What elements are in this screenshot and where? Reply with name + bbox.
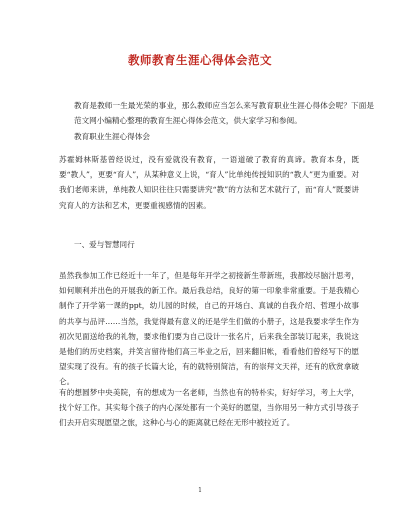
body-paragraph-1: 苏霍姆林斯基曾经说过，没有爱就没有教育，一语道破了教育的真谛。教育本身，既要“教人”，更要“育人”，从某种意义上说，“育人”比单纯传授知识的“教人”更为重要。对我们老师来讲，单纯教人知识往往只需要讲究“教”的方法和艺术就行了，而“育人”既要讲究育人的方法和艺术，更要重视感情的因素。 [59,155,359,210]
document-subtitle: 教育职业生涯心得体会 [74,132,150,141]
document-title: 教师教育生涯心得体会范文 [128,53,272,67]
intro-paragraph: 教育是教师一生最光荣的事业，那么教师应当怎么来写教育职业生涯心得体会呢？下面是范文网小编精心整理的教育生涯心得体会范文，供大家学习和参阅。 [74,101,374,126]
page-number: 1 [198,487,202,494]
section-heading: 一、爱与智慧同行 [74,240,135,249]
body-paragraph-2: 虽然我参加工作已经近十一年了，但是每年开学之初接新生带新班，我都绞尽脑汁思考，如何顺利并出色的开展我的新工作。最后我总结，良好的第一印象非常重要。于是我精心制作了开学第一课的ppt，幼儿园的时候，自己的开场白、真诚的自我介绍、哲理小故事的共享与品评……当然，我觉得最有意义的还是学生们做的小册子，这是我要求学生作为初次见面送给我的礼物，要求他们要为自己设计一张名片，后来我全部装订起来，我说这是他们的历史档案，并笑言留待他们高三毕业之后，回来翻旧帐，看看他们曾经写下的愿望实现了没有。有的孩子长篇大论，有的就特别简洁，有的崇拜文天祥，还有的欣赏拿破仑。 [59,271,359,387]
body-paragraph-3: 有的想圆梦中央美院，有的想成为一名老师，当然也有的特朴实，好好学习，考上大学，找个好工作。其实每个孩子的内心深处都有一个美好的愿望，当你用另一种方式引导孩子们去开启实现愿望之旅，这种心与心的距离就已经在无形中被拉近了。 [59,388,359,428]
